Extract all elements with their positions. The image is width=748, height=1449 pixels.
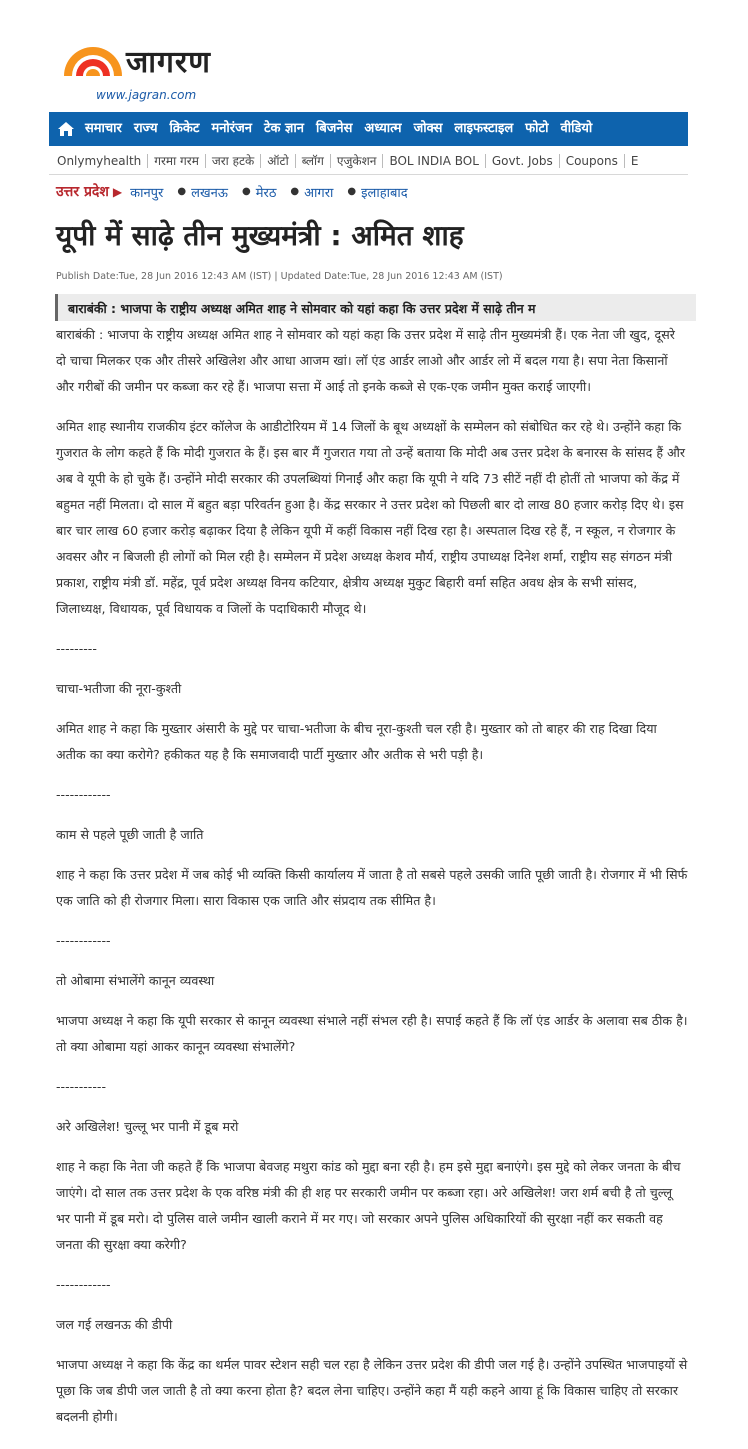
nav-item-state[interactable]: राज्य (133, 121, 158, 136)
home-icon[interactable] (53, 112, 79, 146)
section-subheading: जल गई लखनऊ की डीपी (56, 1317, 173, 1332)
article-paragraph: अमित शाह ने कहा कि मुख्तार अंसारी के मुद्दे पर चाचा-भतीजा के बीच नूरा-कुश्ती चल रही है। मुख्तार को तो बाहर की राह दिखा दिया अतीक का क्या करोगे? हकीकत यह है कि समाजवादी पार्टी मुख्तार और अतीक से भरी पड़ी है। (56, 721, 657, 762)
bullet-icon: ● (242, 186, 251, 197)
nav-item-photo[interactable]: फोटो (525, 121, 549, 136)
nav-item-jokes[interactable]: जोक्स (413, 121, 443, 136)
brand-url[interactable]: www.jagran.com (96, 88, 197, 102)
subnav-item-onlymyhealth[interactable]: Onlymyhealth (49, 154, 148, 168)
article-paragraph: भाजपा अध्यक्ष ने कहा कि केंद्र का थर्मल पावर स्टेशन सही चल रहा है लेकिन उत्तर प्रदेश की डीपी जल गई है। उन्होंने उपस्थित भाजपाइयों से पूछा कि जब डीपी जल जाती है तो क्या करना होता है? बदल लेना चाहिए। उन्होंने कहा मैं यही कहने आया हूं कि विकास चाहिए तो सरकार बदलनी होगी। (56, 1357, 688, 1424)
section-separator: ------------ (56, 933, 111, 948)
nav-item-cricket[interactable]: क्रिकेट (169, 121, 200, 136)
breadcrumb-city-allahabad[interactable]: इलाहाबाद (361, 185, 408, 201)
article-paragraph: शाह ने कहा कि नेता जी कहते हैं कि भाजपा बेवजह मथुरा कांड को मुद्दा बना रही है। हम इसे मुद्दा बनाएंगे। इस मुद्दे को लेकर जनता के बीच जाएंगे। दो साल तक उत्तर प्रदेश के एक वरिष्ठ मंत्री की ही शह पर सरकारी जमीन पर कब्जा रहा। अरे अखिलेश! जरा शर्म बची है तो चुल्लू भर पानी में डूब मरो। दो पुलिस वाले जमीन खाली कराने में मर गए। जो सरकार अपने पुलिस अधिकारियों की सुरक्षा नहीं कर सकती वह जनता की सुरक्षा क्या करेगी? (56, 1159, 681, 1252)
section-separator: ----------- (56, 1079, 106, 1094)
bullet-icon: ● (290, 186, 300, 197)
section-separator: ------------ (56, 1277, 111, 1292)
nav-item-business[interactable]: बिजनेस (315, 121, 353, 136)
article-paragraph: बाराबंकी : भाजपा के राष्ट्रीय अध्यक्ष अमित शाह ने सोमवार को यहां कहा कि उत्तर प्रदेश में साढ़े तीन मुख्यमंत्री हैं। एक नेता जी खुद, दूसरे दो चाचा मिलकर एक और तीसरे अखिलेश और आधा आजम खां। लॉ एंड आर्डर लाओ और आर्डर लो में बदल गया है। सपा नेता किसानों और गरीबों की जमीन पर कब्जा कर रहे हैं। भाजपा सत्ता में आई तो इनके कब्जे से एक-एक जमीन मुक्त कराई जाएगी। (56, 327, 675, 394)
bullet-icon: ● (177, 186, 187, 197)
article-summary: बाराबंकी : भाजपा के राष्ट्रीय अध्यक्ष अमित शाह ने सोमवार को यहां कहा कि उत्तर प्रदेश में साढ़े तीन म (68, 301, 536, 316)
arrow-right-icon: ▶ (112, 184, 123, 199)
article-paragraph: भाजपा अध्यक्ष ने कहा कि यूपी सरकार से कानून व्यवस्था संभाले नहीं संभल रही है। सपाई कहते हैं कि लॉ एंड आर्डर के अलावा सब ठीक है। तो क्या ओबामा यहां आकर कानून व्यवस्था संभालेंगे? (56, 1013, 688, 1054)
nav-item-video[interactable]: वीडियो (560, 121, 593, 136)
nav-item-news[interactable]: समाचार (85, 121, 122, 136)
breadcrumb-city-agra[interactable]: आगरा (304, 185, 334, 201)
subnav-item-e[interactable]: E (630, 153, 639, 168)
subnav-item-garma-garam[interactable]: गरमा गरम (148, 154, 206, 168)
sub-nav (49, 147, 688, 175)
breadcrumb-city-lucknow[interactable]: लखनऊ (191, 185, 228, 201)
section-subheading: तो ओबामा संभालेंगे कानून व्यवस्था (56, 973, 215, 988)
article-dateline: Publish Date:Tue, 28 Jun 2016 12:43 AM (IST) | Updated Date:Tue, 28 Jun 2016 12:43 AM (IST) (56, 271, 503, 282)
subnav-item-govt-jobs[interactable]: Govt. Jobs (486, 154, 560, 168)
article-summary-box (55, 294, 696, 321)
subnav-item-education[interactable]: एजुकेशन (331, 154, 384, 168)
article-headline: यूपी में साढ़े तीन मुख्यमंत्री : अमित शाह (56, 219, 464, 252)
subnav-item-blog[interactable]: ब्लॉग (296, 154, 331, 168)
breadcrumb-city-meerut[interactable]: मेरठ (255, 185, 277, 201)
article-paragraph: अमित शाह स्थानीय राजकीय इंटर कॉलेज के आडीटोरियम में 14 जिलों के बूथ अध्यक्षों के सम्मेलन को संबोधित कर रहे थे। उन्होंने कहा कि गुजरात के लोग कहते हैं कि मोदी गुजरात के हैं। इस बार मैं गुजरात गया तो उन्हें बताया कि मोदी अब उत्तर प्रदेश के बनारस के सांसद हैं और अब वे यूपी के हो चुके हैं। उन्होंने मोदी सरकार की उपलब्धियां गिनाईं और कहा कि यूपी ने यदि 73 सीटें नहीं दी होतीं तो भाजपा को केंद्र में बहुमत नहीं मिलता। दो साल में बहुत बड़ा परिवर्तन हुआ है। केंद्र सरकार ने उत्तर प्रदेश को पिछली बार दो लाख 80 हजार करोड़ दिए थे। इस बार चार लाख 60 हजार करोड़ बढ़ाकर दिया है लेकिन यूपी में कहीं विकास नहीं दिख रहा है। अस्पताल दिख रहे हैं, न स्कूल, न रोजगार के अवसर और न बिजली ही लोगों को मिल रही है। सम्मेलन में प्रदेश अध्यक्ष केशव मौर्य, राष्ट्रीय उपाध्यक्ष दिनेश शर्मा, राष्ट्रीय सह संगठन मंत्री प्रकाश, राष्ट्रीय मंत्री डॉ. महेंद्र, पूर्व प्रदेश अध्यक्ष विनय कटियार, क्षेत्रीय अध्यक्ष मुकुट बिहारी वर्मा सहित अवध क्षेत्र के सभी सांसद, जिलाध्यक्ष, विधायक, पूर्व विधायक व जिलों के पदाधिकारी मौजूद थे। (56, 419, 686, 616)
nav-item-spirituality[interactable]: अध्यात्म (364, 121, 402, 136)
section-subheading: चाचा-भतीजा की नूरा-कुश्ती (56, 681, 182, 696)
breadcrumb-city-kanpur[interactable]: कानपुर (130, 185, 164, 201)
section-subheading: अरे अखिलेश! चुल्लू भर पानी में डूब मरो (56, 1119, 239, 1134)
main-nav (49, 112, 688, 146)
nav-item-entertainment[interactable]: मनोरंजन (211, 121, 252, 136)
subnav-item-zara-hatke[interactable]: जरा हटके (206, 154, 261, 168)
section-separator: --------- (56, 641, 97, 656)
sun-logo-icon (60, 42, 126, 76)
brand-name: जागरण (126, 45, 211, 80)
nav-item-tech[interactable]: टेक ज्ञान (263, 121, 304, 136)
article-paragraph: शाह ने कहा कि उत्तर प्रदेश में जब कोई भी व्यक्ति किसी कार्यालय में जाता है तो सबसे पहले उसकी जाति पूछी जाती है। रोजगार में भी सिर्फ एक जाति को ही रोजगार मिला। सारा विकास एक जाति और संप्रदाय तक सीमित है। (56, 867, 688, 908)
bullet-icon: ● (347, 186, 357, 197)
subnav-item-bol-india-bol[interactable]: BOL INDIA BOL (383, 154, 485, 168)
section-separator: ------------ (56, 787, 111, 802)
breadcrumb-state[interactable]: उत्तर प्रदेश (56, 184, 109, 200)
article-body (56, 322, 688, 1444)
section-subheading: काम से पहले पूछी जाती है जाति (56, 827, 204, 842)
breadcrumb (56, 182, 422, 201)
subnav-item-coupons[interactable]: Coupons (560, 154, 625, 168)
subnav-item-auto[interactable]: ऑटो (261, 154, 295, 168)
nav-item-lifestyle[interactable]: लाइफस्टाइल (454, 121, 514, 136)
